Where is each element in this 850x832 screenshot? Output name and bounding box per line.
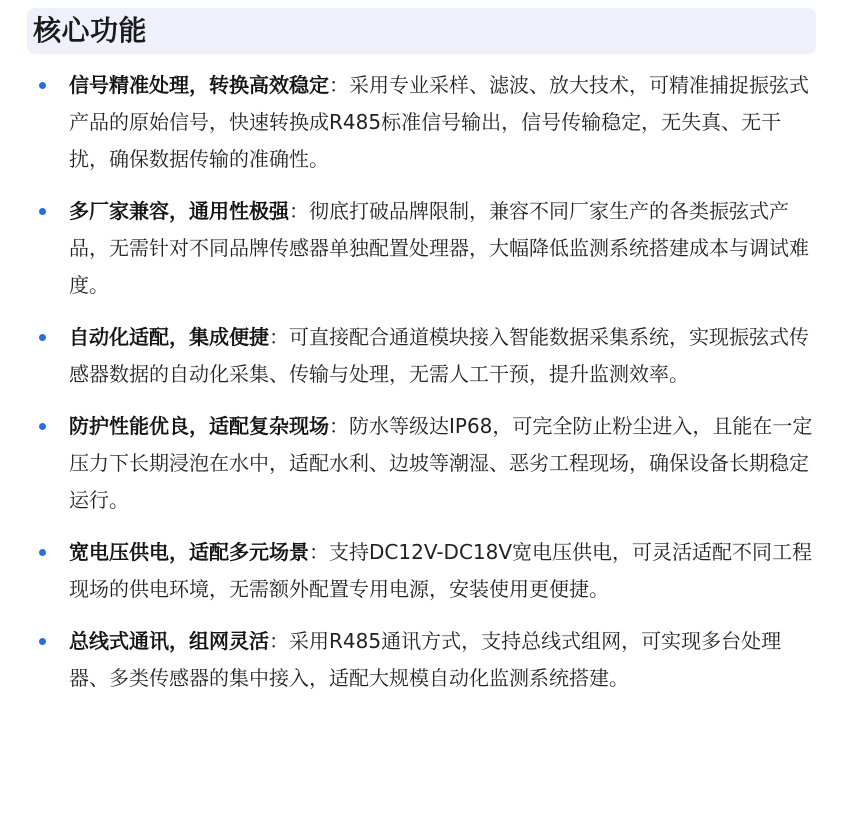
feature-item [27,534,817,608]
feature-item [27,67,817,178]
feature-item [27,623,817,697]
feature-text: 支持DC12V-DC18V宽电压供电，可灵活适配不同工程现场的供电环境，无需额外配置专用电源，安装使用更便捷。 [69,540,813,601]
feature-item [27,408,817,519]
feature-separator: ： [329,414,349,438]
feature-separator: ： [269,325,289,349]
bullet-icon [39,82,46,89]
bullet-icon [39,334,46,341]
feature-text: 可直接配合通道模块接入智能数据采集系统，实现振弦式传感器数据的自动化采集、传输与处理，无需人工干预，提升监测效率。 [69,325,809,386]
feature-title: 宽电压供电，适配多元场景 [69,540,309,564]
feature-text: 彻底打破品牌限制，兼容不同厂家生产的各类振弦式产品，无需针对不同品牌传感器单独配置处理器，大幅降低监测系统搭建成本与调试难度。 [69,199,809,297]
feature-separator: ： [329,73,349,97]
feature-text: 防水等级达IP68，可完全防止粉尘进入，且能在一定压力下长期浸泡在水中，适配水利、边坡等潮湿、恶劣工程现场，确保设备长期稳定运行。 [69,414,813,512]
feature-text: 采用专业采样、滤波、放大技术，可精准捕捉振弦式产品的原始信号，快速转换成R485标准信号输出，信号传输稳定，无失真、无干扰，确保数据传输的准确性。 [69,73,809,171]
bullet-icon [39,549,46,556]
feature-title: 信号精准处理，转换高效稳定 [69,73,329,97]
feature-title: 多厂家兼容，通用性极强 [69,199,289,223]
section-header [27,8,816,54]
feature-text: 采用R485通讯方式，支持总线式组网，可实现多台处理器、多类传感器的集中接入，适配大规模自动化监测系统搭建。 [69,629,782,690]
bullet-icon [39,423,46,430]
section-title: 核心功能 [33,14,148,47]
feature-separator: ： [309,540,329,564]
feature-separator: ： [269,629,289,653]
bullet-icon [39,638,46,645]
feature-title: 总线式通讯，组网灵活 [69,629,269,653]
feature-separator: ： [289,199,309,223]
feature-title: 防护性能优良，适配复杂现场 [69,414,329,438]
bullet-icon [39,208,46,215]
feature-item [27,319,817,393]
feature-title: 自动化适配，集成便捷 [69,325,269,349]
feature-list [27,67,817,712]
feature-item [27,193,817,304]
